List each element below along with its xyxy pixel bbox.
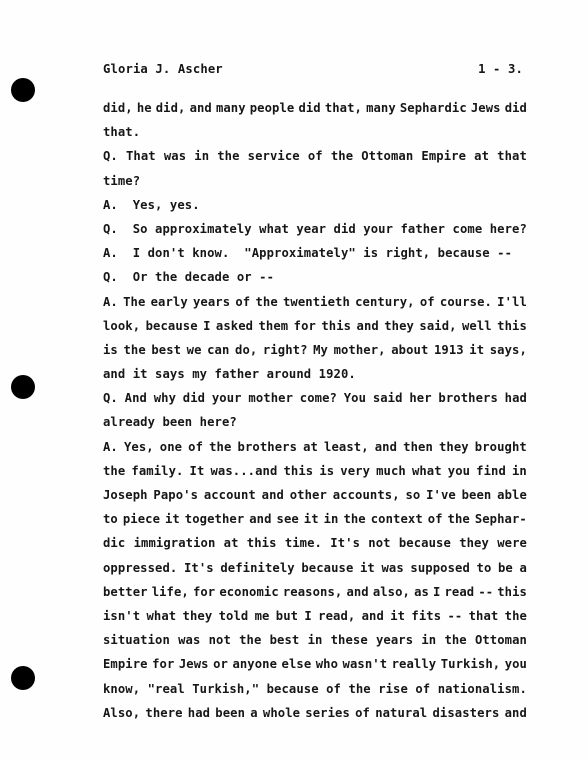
word: dic	[103, 536, 126, 551]
word: service	[247, 149, 300, 164]
word: of	[307, 149, 323, 164]
transcript-body	[103, 96, 527, 725]
word: brothers	[438, 391, 498, 406]
word: other	[289, 488, 327, 502]
word: 1913	[433, 342, 464, 357]
word: That	[125, 149, 156, 164]
word: had	[504, 391, 527, 406]
word: this	[246, 536, 277, 551]
word: he	[136, 101, 152, 115]
binder-hole-middle	[11, 375, 35, 399]
word: and	[261, 488, 284, 502]
word: not	[208, 633, 231, 648]
word: because	[266, 681, 319, 696]
word: it	[360, 560, 375, 575]
word: I	[433, 584, 441, 599]
word: piece	[122, 512, 161, 527]
word: years	[376, 633, 414, 648]
word: natural	[375, 705, 428, 720]
word: time.	[284, 536, 322, 551]
word: the	[348, 681, 371, 696]
word: for	[293, 318, 316, 333]
word: Jews	[470, 101, 501, 115]
page-number: 1 - 3.	[478, 62, 523, 76]
word: Ottoman	[361, 149, 414, 164]
word: Sephardic	[399, 101, 467, 115]
word: better	[103, 584, 148, 599]
word: Sephar-	[474, 512, 527, 527]
word: much	[376, 463, 406, 478]
word: for	[192, 584, 216, 599]
word: look,	[103, 318, 141, 333]
word: did	[182, 391, 206, 406]
word: account	[203, 488, 256, 502]
transcript-line: and it says my father around 1920.	[103, 367, 356, 382]
word: these	[330, 633, 368, 648]
word: of	[326, 681, 341, 696]
transcript-line: Q. Or the decade or --	[103, 270, 275, 285]
word: situation	[103, 633, 170, 648]
word: one	[159, 439, 183, 454]
word: you	[447, 463, 471, 478]
word: know,	[103, 681, 141, 696]
word: Empire	[103, 657, 148, 672]
transcript-line	[103, 459, 527, 483]
word: because	[398, 536, 451, 551]
transcript-line	[103, 96, 527, 120]
transcript-line: A. I don't know. "Approximately" is right, because --	[103, 246, 513, 261]
word: be	[498, 560, 513, 575]
word: who	[315, 657, 339, 672]
word: Joseph	[103, 488, 148, 502]
word: them	[258, 318, 289, 333]
word: reasons,	[282, 584, 343, 599]
word: said,	[419, 318, 457, 333]
word: Q.	[103, 391, 118, 406]
word: disasters	[432, 705, 500, 720]
transcript-line	[103, 144, 527, 168]
word: been	[461, 488, 492, 502]
word: life,	[151, 584, 189, 599]
word: A.	[103, 439, 118, 454]
word: been	[215, 705, 246, 720]
word: did,	[103, 101, 133, 115]
word: did,	[155, 101, 186, 115]
word: many	[366, 101, 396, 115]
word: course.	[439, 294, 492, 309]
word: of	[427, 512, 443, 527]
word: can	[207, 342, 230, 357]
word: asked	[215, 318, 254, 333]
word: said	[372, 391, 403, 406]
word: And	[124, 391, 147, 406]
word: It	[189, 463, 205, 478]
word: a	[519, 560, 527, 575]
word: it	[469, 342, 485, 357]
word: immigration	[133, 536, 216, 551]
word: also,	[372, 584, 410, 599]
word: right?	[262, 342, 308, 357]
word: Turkish,	[440, 657, 501, 672]
transcript-line	[103, 386, 527, 410]
word: that	[497, 149, 527, 164]
word: Also,	[103, 705, 141, 720]
transcript-line	[103, 652, 527, 676]
word: what	[411, 463, 442, 478]
word: You	[343, 391, 367, 406]
word: supposed	[410, 560, 470, 575]
word: as	[414, 584, 429, 599]
word: of	[235, 294, 251, 309]
word: Jews	[178, 657, 209, 672]
word: It's	[183, 560, 214, 575]
word: the	[103, 463, 126, 478]
transcript-line	[103, 701, 527, 725]
word: the	[239, 633, 262, 648]
word: the	[504, 608, 527, 623]
word: this	[321, 318, 352, 333]
word: mother	[248, 391, 294, 406]
word: It's	[330, 536, 361, 551]
transcript-line	[103, 580, 527, 604]
word: rise	[378, 681, 408, 696]
word: mother,	[333, 342, 386, 357]
word: the	[217, 149, 240, 164]
word: early	[150, 294, 188, 309]
word: really	[391, 657, 437, 672]
word: read	[444, 584, 475, 599]
word: Papo's	[153, 488, 199, 502]
word: people	[249, 101, 295, 115]
page-header	[103, 62, 523, 80]
word: Q.	[103, 149, 118, 164]
word: is	[103, 342, 118, 357]
word: years	[192, 294, 231, 309]
word: they	[182, 608, 213, 623]
word: read,	[318, 608, 356, 623]
transcript-line	[103, 604, 527, 628]
word: they	[384, 318, 414, 333]
word: whole	[262, 705, 301, 720]
transcript-line	[103, 314, 527, 338]
word: Yes,	[123, 439, 154, 454]
word: we	[186, 342, 202, 357]
binder-hole-bottom	[11, 666, 35, 690]
word: economic	[219, 584, 279, 599]
word: in	[511, 463, 527, 478]
transcript-line	[103, 483, 527, 507]
word: and	[361, 608, 384, 623]
word: in	[307, 633, 323, 648]
word: they	[459, 536, 489, 551]
word: do,	[235, 342, 258, 357]
word: in	[421, 633, 437, 648]
word: come?	[299, 391, 337, 406]
word: that	[468, 608, 499, 623]
word: was...and	[210, 463, 278, 478]
transcript-line	[103, 677, 527, 701]
word: in	[194, 149, 210, 164]
word: a	[250, 705, 258, 720]
word: and	[374, 439, 398, 454]
word: but	[275, 608, 299, 623]
word: is	[319, 463, 335, 478]
transcript-line: A. Yes, yes.	[103, 197, 200, 212]
word: what	[146, 608, 177, 623]
word: family.	[131, 463, 184, 478]
word: very	[340, 463, 371, 478]
word: A.	[103, 294, 118, 309]
word: so	[405, 488, 421, 502]
word: told	[218, 608, 249, 623]
word: about	[391, 342, 429, 357]
word: it	[390, 608, 406, 623]
word: this	[283, 463, 314, 478]
word: had	[187, 705, 211, 720]
word: else	[281, 657, 312, 672]
word: brought	[474, 439, 527, 454]
word: century,	[355, 294, 415, 309]
transcript-line: already been here?	[103, 415, 237, 430]
word: My	[313, 342, 328, 357]
word: I've	[426, 488, 456, 502]
word: it	[303, 512, 319, 527]
word: the	[444, 633, 467, 648]
word: to	[103, 512, 118, 527]
word: the	[343, 512, 366, 527]
word: to	[476, 560, 492, 575]
word: able	[497, 488, 527, 502]
word: many	[215, 101, 246, 115]
word: at	[303, 439, 318, 454]
word: I	[304, 608, 312, 623]
transcript-line	[103, 507, 527, 531]
word: in	[323, 512, 339, 527]
word: the	[209, 439, 232, 454]
word: did	[504, 101, 527, 115]
word: nationalism.	[437, 681, 527, 696]
word: at	[223, 536, 239, 551]
word: see	[276, 512, 299, 527]
word: anyone	[232, 657, 278, 672]
word: because	[301, 560, 354, 575]
transcript-line: that.	[103, 125, 141, 140]
word: this	[497, 584, 527, 599]
word: the	[255, 294, 278, 309]
word: was	[381, 560, 404, 575]
word: best	[269, 633, 300, 648]
word: series	[305, 705, 350, 720]
word: I'll	[497, 294, 527, 309]
word: says,	[489, 342, 527, 357]
word: definitely	[220, 560, 295, 575]
word: Empire	[421, 149, 467, 164]
word: and	[346, 584, 369, 599]
word: this	[497, 318, 527, 333]
word: brothers	[237, 439, 298, 454]
word: why	[153, 391, 177, 406]
word: and	[504, 705, 527, 720]
transcript-line	[103, 556, 527, 580]
word: Ottoman	[474, 633, 527, 648]
binder-hole-top	[11, 78, 35, 102]
word: they	[438, 439, 469, 454]
transcript-line	[103, 628, 527, 652]
word: and	[356, 318, 379, 333]
word: for	[152, 657, 175, 672]
word: oppressed.	[103, 560, 178, 575]
word: --	[478, 584, 494, 599]
word: then	[403, 439, 433, 454]
word: was	[163, 149, 187, 164]
word: at	[474, 149, 490, 164]
word: and	[249, 512, 272, 527]
word: that,	[324, 101, 362, 115]
word: her	[409, 391, 432, 406]
transcript-line	[103, 435, 527, 459]
word: the	[123, 342, 146, 357]
word: of	[419, 294, 435, 309]
word: of	[415, 681, 431, 696]
word: I	[203, 318, 211, 333]
word: of	[188, 439, 204, 454]
word: together	[184, 512, 245, 527]
transcript-line: time?	[103, 173, 141, 188]
word: the	[447, 512, 470, 527]
word: wasn't	[342, 657, 388, 672]
word: there	[145, 705, 183, 720]
word: --	[447, 608, 463, 623]
word: of	[355, 705, 370, 720]
word: Turkish,"	[192, 681, 260, 696]
word: it	[164, 512, 180, 527]
word: least,	[324, 439, 369, 454]
transcript-line	[103, 290, 527, 314]
transcript-line: Q. So approximately what year did your father come here?	[103, 221, 527, 236]
word: was	[178, 633, 201, 648]
word: twentieth	[282, 294, 350, 309]
word: accounts,	[332, 488, 400, 502]
word: best	[151, 342, 182, 357]
word: were	[497, 536, 527, 551]
author-name: Gloria J. Ascher	[103, 62, 223, 76]
word: fits	[411, 608, 442, 623]
word: find	[476, 463, 506, 478]
word: or	[213, 657, 228, 672]
word: your	[211, 391, 242, 406]
word: did	[298, 101, 321, 115]
word: "real	[147, 681, 185, 696]
word: context	[370, 512, 423, 527]
word: well	[462, 318, 492, 333]
word: and	[189, 101, 212, 115]
word: me	[254, 608, 270, 623]
word: not	[368, 536, 391, 551]
word: The	[123, 294, 146, 309]
word: because	[145, 318, 198, 333]
transcript-line	[103, 531, 527, 555]
word: you	[504, 657, 527, 672]
word: isn't	[103, 608, 141, 623]
transcript-line	[103, 338, 527, 362]
word: the	[330, 149, 354, 164]
